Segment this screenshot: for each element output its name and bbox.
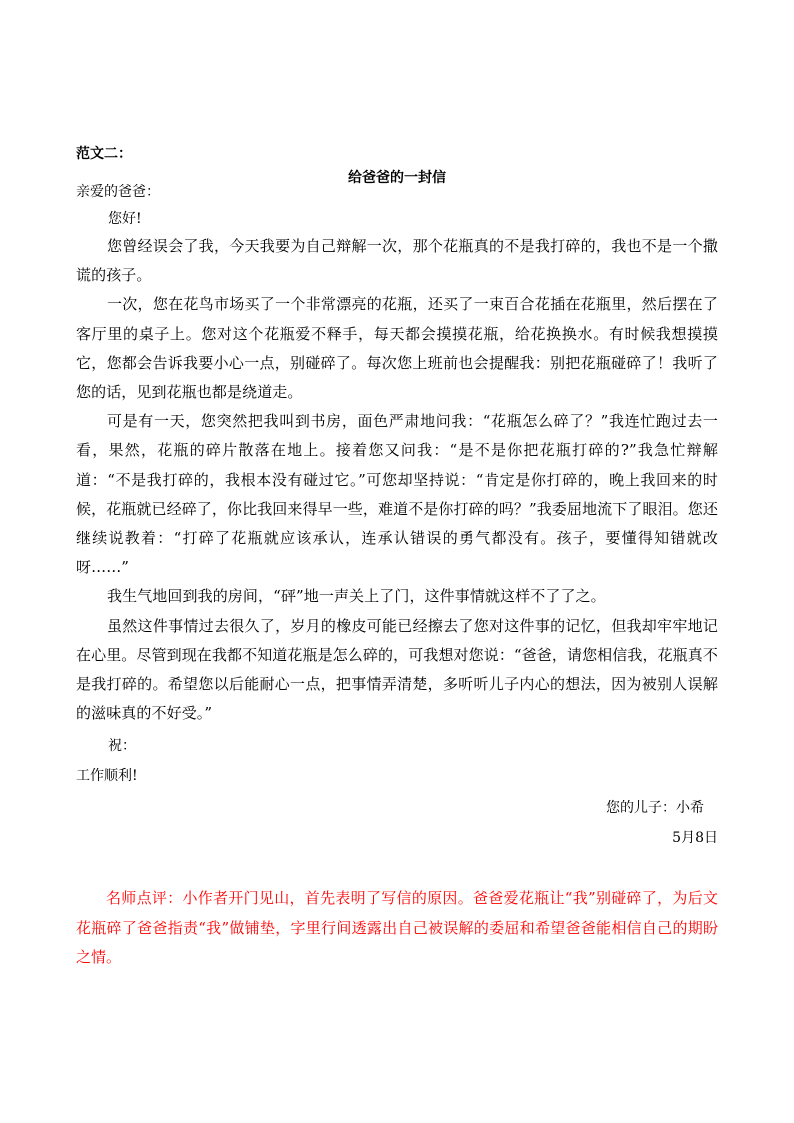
letter-wish-prefix: 祝：: [108, 738, 136, 755]
letter-greeting: 亲爱的爸爸：: [76, 184, 160, 200]
section-label: 范文二：: [76, 146, 132, 162]
letter-paragraph: 虽然这件事情过去很久了，岁月的橡皮可能已经擦去了您对这件事的记忆，但我却牢牢地记在心里。尽管到现在我都不知道花瓶是怎么碎的，可我想对您说：“爸爸，请您相信我，花瓶真不是我打碎的。希望您以后能耐心一点，把事情弄清楚，多听听儿子内心的想法，因为被别人误解的滋味真的不好受。”: [76, 616, 718, 723]
letter-closing: 工作顺利!: [76, 768, 138, 785]
letter-paragraph: 可是有一天，您突然把我叫到书房，面色严肃地问我：“花瓶怎么碎了？”我连忙跑过去一看，果然，花瓶的碎片散落在地上。接着您又问我：“是不是你把花瓶打碎的?”我急忙辩解道：“不是我打碎的，我根本没有碰过它。”可您却坚持说：“肯定是你打碎的，晚上我回来的时候，花瓶就已经碎了，你比我回来得早一些，难道不是你打碎的吗？”我委屈地流下了眼泪。您还继续说教着：“打碎了花瓶就应该承认，连承认错误的勇气都没有。孩子，要懂得知错就改呀……”: [76, 412, 718, 577]
letter-paragraph: 一次，您在花鸟市场买了一个非常漂亮的花瓶，还买了一束百合花插在花瓶里，然后摆在了客厅里的桌子上。您对这个花瓶爱不释手，每天都会摸摸花瓶，给花换换水。有时候我想摸摸它，您都会告诉我要小心一点，别碰碎了。每次您上班前也会提醒我：别把花瓶碰碎了！我听了您的话，见到花瓶也都是绕道走。: [76, 295, 718, 402]
letter-title: 给爸爸的一封信: [348, 170, 446, 186]
teacher-comment: 名师点评：小作者开门见山，首先表明了写信的原因。爸爸爱花瓶让“我”别碰碎了，为后文花瓶碎了爸爸指责“我”做铺垫，字里行间透露出自己被误解的委屈和希望爸爸能相信自己的期盼之情。: [76, 889, 718, 967]
letter-hello: 您好!: [108, 211, 142, 227]
letter-paragraph: 您曾经误会了我，今天我要为自己辩解一次，那个花瓶真的不是我打碎的，我也不是一个撒谎的孩子。: [76, 237, 718, 285]
letter-signature: 您的儿子：小希: [606, 800, 704, 817]
document-page: [76, 144, 718, 973]
letter-date: 5月8日: [672, 830, 718, 847]
letter-paragraph: 我生气地回到我的房间，“砰”地一声关上了门，这件事情就这样不了了之。: [107, 587, 606, 606]
